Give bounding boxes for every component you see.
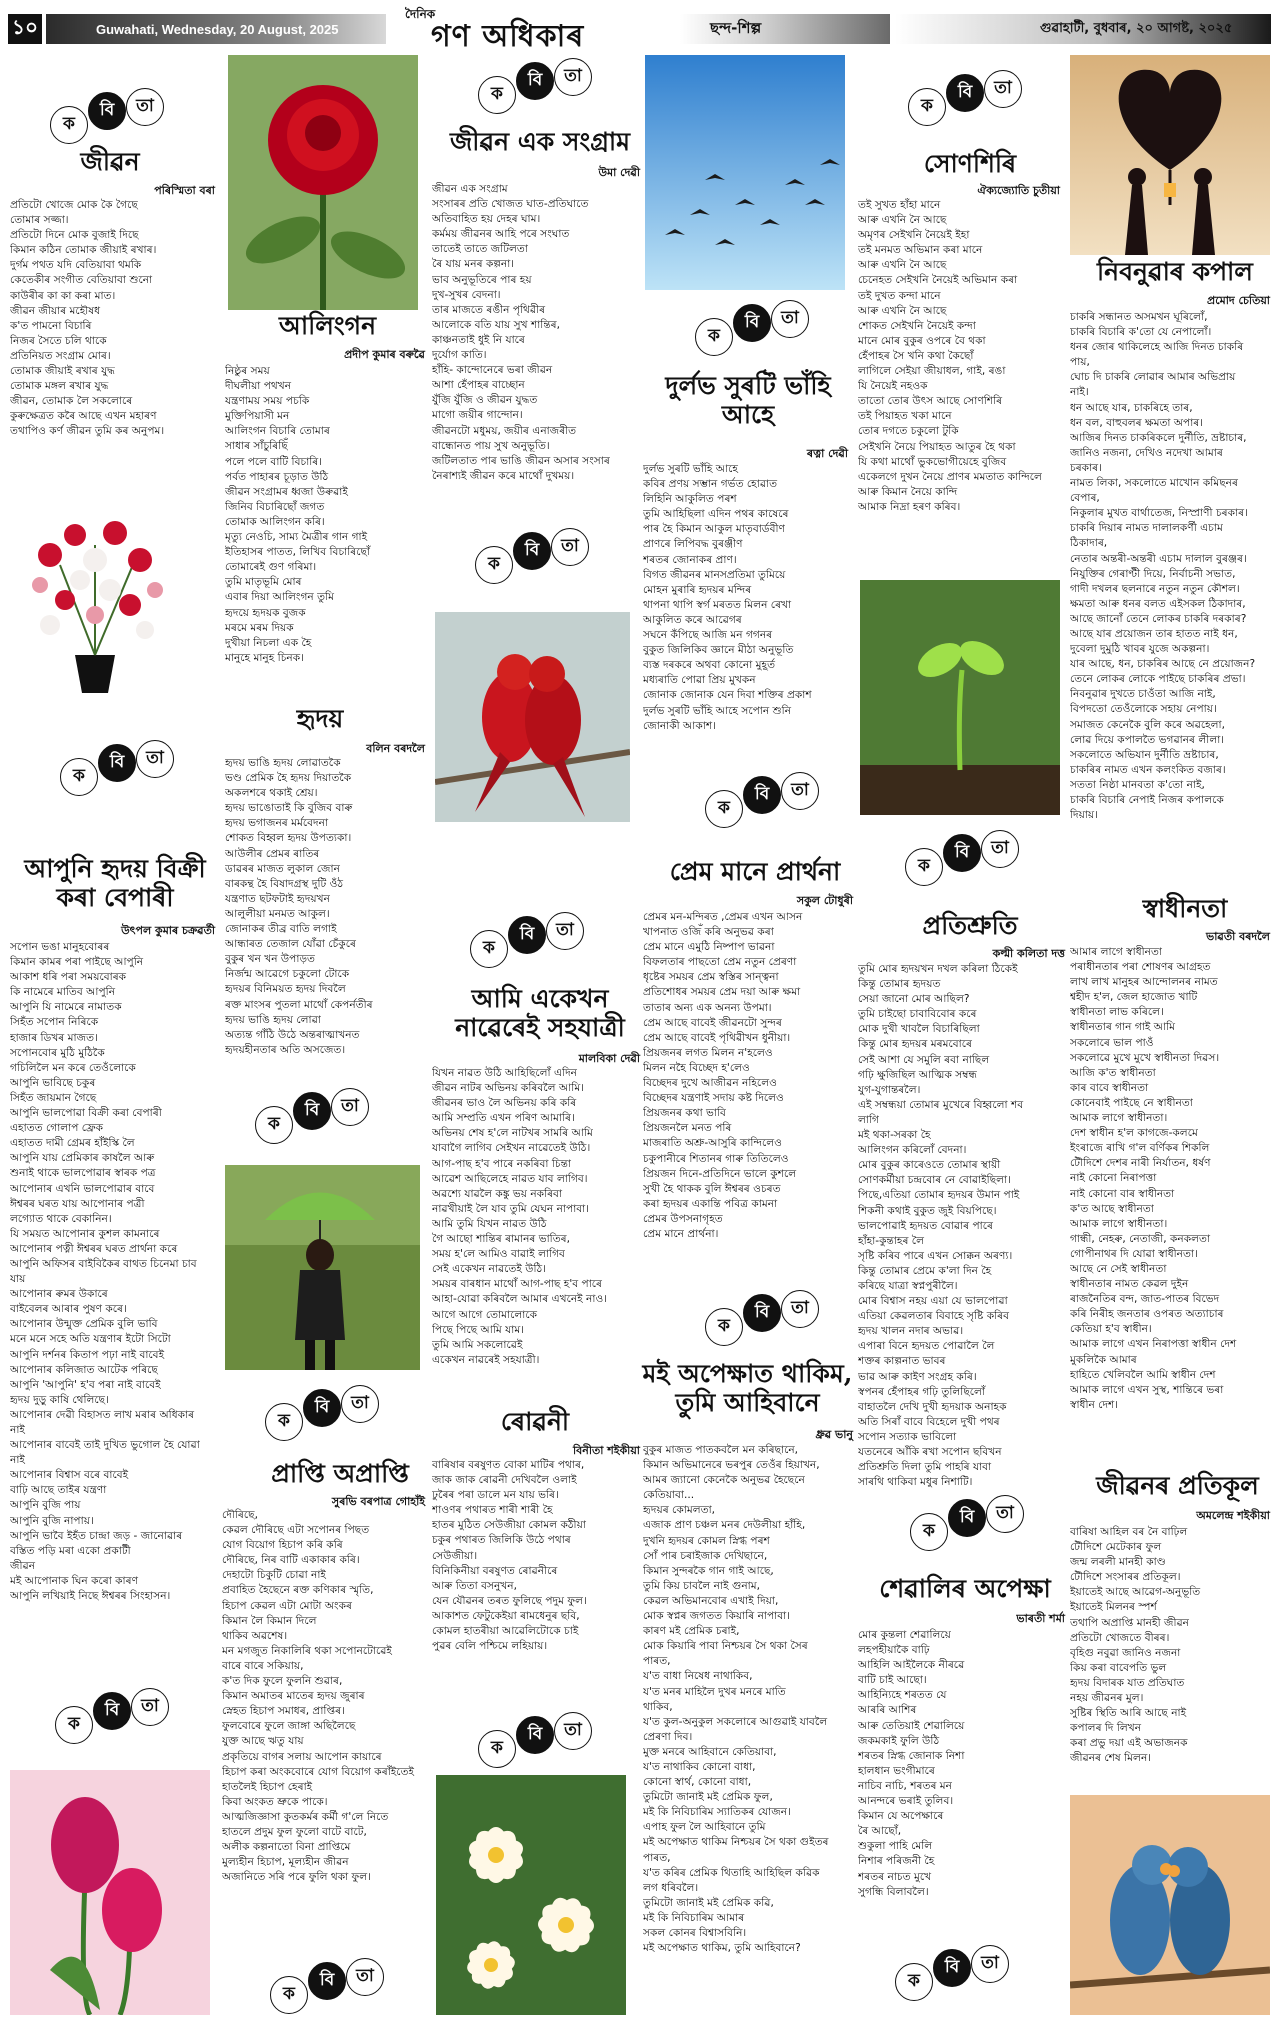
birds-sky-image [645,55,845,290]
masthead-name: গণ অধিকাৰ [431,19,585,54]
poem-body: সপোন ভঙা মানুহবোৰৰ কিমান কামৰ পৰা পাইছে আপুনি আকাশ ধৰি পৰা সময়বোৰক কি নামেৰে মাতিব আপুনি আপুনি যি নামেৰে নামাতক সিহঁত সপোন নিৰিকে হাজাৰ ডিখৰ মাজত। সপোনবোৰ মুঠি মুঠিকৈ গচিলিলৈ মন কৰে তেওঁলোকে আপুনি ভাবিছে চকুৰ সিহঁত জায়মান গৈছে আপুনি ভালপোৱা বিক্ৰী কৰা বেপাৰী এহাতত গোলাপ ফ্ৰেক এহাতত দামী গ্ৰেমৰ হাঁইস্কি লৈ আপুনি যায় প্ৰেমিকাৰ কাষলৈ আৰু শুনাই থাকে ভালপোৱাৰ স্বাৰক পত্ৰ আপোনাৰ এখনি ভালপোৱাৰ বাবে ঈশ্বৰৰ ঘৰত যায় আপোনাৰ পত্ৰী লগ্যোত থাকে বেকানিন। যি সময়ত আপোনাৰ কুশল কামনাৰে আপোনাৰ পত্নী ঈশ্বৰৰ ঘৰত প্ৰাৰ্থনা কৰে আপুনি অফিসৰ বাইবিকৈৰ বাথত চিনেমা চাব যায় আপোনাৰ ৰুমৰ উকাৰে বাইবেলৰ আৰাৰ পুষণ কৰে। আপোনাৰ উন্মুক্ত প্ৰেমিক বুলি ভাবি মনে মনে সহে অতি যন্ত্ৰণাৰ ইটো সিটো আপুনি দৰ্শনৰ কিতাপ পঢ়া নাই বাবেই আপোনাৰ কলিজাত আটেক পৰিছে আপুনি 'আপুনি' হ'ব পৰা নাই বাবেই হৃদয় দুড়ু কাষি থেলিছে। আপোনাৰ দেৱী বিহাসত লাখ মৰাৰ অধিকাৰ নাই আপোনাৰ বাবেই তাই দুখিত ভুগোল হৈ যোৱা নাই আপোনাৰ বিশ্বাস বৰে বাবেই বাঢ়ি আছে তাইৰ যন্ত্ৰণা আপুনি বুজি পায় আপুনি বুজি নাপায়। আপুনি ভাবৈ ইহঁত চান্দ্ৰা জড় - জানোৱাৰ বস্তিত পড়ি মৰা একো প্ৰকাটী জীৱন মই আপোনাক ঘিন কৰো কাৰণ আপুনি লখিয়াই নিছে ঈশ্বৰৰ সিংহাসন। [10,941,200,1603]
poem-title: দুৰ্লভ সুৰটি ভাঁহি আহে [665,371,831,429]
masthead-daily: দৈনিক [405,7,436,21]
header-date-assamese: গুৱাহাটী, বুধবাৰ, ২০ আগষ্ট, ২০২৫ [895,14,1271,44]
poem-body: আমাৰ লাগে স্বাধীনতা পৰাধীনতাৰ পৰা শোষণৰ আগ্ৰহত লাখ লাখ মানুহৰ আন্দোলনৰ নামত শ্বহীদ হ'ল, জেল হাজোত খাটি স্বাধীনতা লাভ কৰিলে। স্বাধীনতাৰ গান গাই আমি সকলোৰে ভাল পাওঁ সকলোৱে মুখে মুখে স্বাধীনতা দিৱস। আজি ক'ত স্বাধীনতা কাৰ বাবে স্বাধীনতা কোনেবাই পাইছে নে স্বাধীনতা আমাক লাগে স্বাধীনতা। দেশ স্বাধীন হ'ল কাগজে-কলমে ইংৰাজে ৰাখি গ'ল বৰ্ণিকৰ শিকলি টৌদিশে দেশৰ নাৰী নিৰ্যাতন, ধৰ্ষণ নাই কোনো নিৰাপত্তা নাই কোনো বাৰ স্বাধীনতা ক'ত আছে স্বাধীনতা আমাক লাগে স্বাধীনতা। গান্ধী, নেহৰু, নেতাজী, কনকলতা গোপীনাথৰ দি যোৱা স্বাধীনতা। আছে নে সেই স্বাধীনতা স্বাধীনতাৰ নামত কেৱল দুইন ৰাজনৈতিৰ বন্দ, জাত-পাতৰ বিভেদ কৰি নিৰীহ জনতাৰ ওপৰত অত্যাচাৰ কেতিয়া হ'ব স্বাধীন। আমাক লাগে এখন নিৰাপত্তা স্বাধীন দেশ মুকলিকৈ আমাৰ হাহিতে খেলিবলৈ আমি স্বাধীন দেশ আমাক লাগে এখন সুস্থ, শান্তিৰে ভৰা স্বাধীন দেশ। [1070,946,1237,1411]
flower-vase-image [20,505,170,695]
poem-title: জীৱনৰ প্ৰতিকূল [1096,1471,1259,1500]
seedling-image [860,580,1060,815]
poem-title: শেৱালিৰ অপেক্ষা [879,1574,1051,1603]
poem-title: জীৱন এক সংগ্ৰাম [449,127,631,156]
kobita-badge: ক বি তা [705,1290,825,1350]
header-date-english: Guwahati, Wednesday, 20 August, 2025 [46,14,386,44]
section-label: ছন্দ-শিল্প [680,14,890,44]
kobita-badge: ক বি তা [478,58,598,118]
poem-author: ভাৱতী বৰদলৈ [1206,930,1270,943]
poem-body: দৌৰিছে, কেৱল দৌৰিছে এটা সপোনৰ পিছত যোগ বিয়োগ হিচাপ কৰি কৰি দৌৰিছে, নিৰ বাটি একাকাৰ কৰি। দেহাটো চিকুটি চোৱা নাই প্ৰবাহিত হৈছেনে ৰক্ত কণিকাৰ স্মৃতি, হিচাপ কেৱল এটা মোটা অংকৰ কিমান লৈ কিমান দিলে থাকিব অৱশেষ। মন মগজুত নিকালিৰি থকা সপোনটোৱেই বাৰে বাৰে সকিয়ায়, ক'ত দিক ফুলে ফুলনি শুৱাৰ, কিমান অমাতৰ মাতেৰ হৃদয় জুৰাৰ স্নেহত হিচাপ সমাধৰ, প্ৰাপ্তিৰ। ফুলবোৰে ফুলে জাঙ্গা অছিলৈছে যুক্ত আছে ঋতু যায় প্ৰকৃতিয়ে বাগৰ সলায় আপোন কায়াৰে হিচাপ কৰা অংকবোৰে যোগ বিয়োগ কৰাঁইতেই হাতলৈই হিচাপ হেৰাই কিবা অংকত ভ্ৰুকে পাকে। আত্মজিজ্ঞাসা কুতকৰ্মৰ কৰ্মী গ'লে নিতে হাতলে প্ৰদুম ফুল ফুলো বাটে বাটে, অলীক কল্পনাতো বিনা প্ৰাপ্তিমে মুল্যহীন হিচাপ, মূল্যহীন জীৱন অজানিতে সৰি পৰে ফুলি থকা ফুল। [222,1509,414,1884]
poem-author: পৰিস্মিতা বৰা [154,184,215,197]
poem-title: মই অপেক্ষাত থাকিম, তুমি আহিবানে [642,1359,853,1417]
woman-umbrella-image [225,1165,420,1370]
poem-author: বলিন বৰদলৈ [366,742,425,755]
poem-author: উৎপল কুমাৰ চক্ৰৱৰ্তী [121,924,215,937]
poem-author: কল্মী কলিতা দত্ত [992,947,1065,960]
poem-title: হৃদয় [296,704,344,733]
poem-title: প্ৰাপ্তি অপ্ৰাপ্তি [271,1459,409,1488]
kobita-badge: ক বি তা [910,1495,1030,1555]
poem-body: হৃদয় ভাঙি হৃদয় লোৱাতকৈ ভণ্ড প্ৰেমিক হৈ হৃদয় দিয়াতকৈ অকলশৰে থকাই শ্ৰেয়। হৃদয় ভাঙোতাই কি বুজিব বাৰু হৃদয় ভগাজনৰ মৰ্মবেদনা শোকত বিহ্বল হৃদয় উপত্যকা। আউলীৰ প্ৰেমৰ ৰাতিৰ ডাৱৰৰ মাজত লুকাল জোন বাৰকন্থ হৈ বিষাদগ্ৰস্থ দুটি ওঁঠ যন্ত্ৰণাত ছটফটাই হৃদয়খন আলুলীয়া মনমত আকুল। জোনাকৰ তীব্ৰ বাতি লগাই আন্ধাৰত তেজাল যোঁৱা চেঁকুৰে বুকুৰ খন খন উপাড়ত নিৰ্জন্ম আৱেগে চকুলো টোকে হৃদয়ৰ বিনিময়ত হৃদয় দিবলৈ ৰক্ত মাংসৰ পুতলা মাথোঁ কেপৰ্নতীৰ হৃদয় ভাঙি হৃদয় লোৱা অত্যন্ত গাঁঠি উঠে অন্তৰাত্মাখনত হৃদয়হীনতাৰ অতি অসজেত। [225,757,373,1056]
poem-author: ধ্ৰুৱ ভানু [815,1428,853,1441]
poem-title: প্ৰেম মানে প্ৰাৰ্থনা [669,857,841,886]
poem-body: যিখন নাৱত উঠি আহিছিলোঁ এদিন জীৱন নাটৰ অভিনয় কৰিবলৈ আমি। জীৱনৰ ভাও লৈ অভিনয় কৰি কৰি আমি সম্প্ৰতি এখন পৰিণ আমাৰি। অভিনয় শেষ হ'লে নাটখৰ সামৰি আমি যাবাগৈ লাগিব সেইখন নাৱেতেই উঠি। আগ-পাছ হ'ব পাৰে নকৰিবা চিন্তা আৱেশ আছিলেহে নাৱত যাব লাগিব। অৱশ্যে যাৱলৈ কঙ্কু ভয় নকৰিবা নাৱখীয়াই লৈ যাব তুমি যেঘন নাপাবা। আমি তুমি যিখন নাৱত উঠি গৈ আছো শান্তিৰ ৰামানৰ ভাতিৰ, সময় হ'লে আমিও বাৱাই লাগিব সেই একেখন নাৱতেই উঠি। সময়ৰ বাৰধান মাথোঁ আগ-পাছ হ'ব পাৰে আহা-যোৱা কৰিবলৈ আমাৰ এখনেই নাও। আগে আগে তোমালোকে পিছে পিছে আমি যাম। তুমি আমি সকলোৱেই একেখন নাৱৰেই সহযাত্ৰী। [432,1067,608,1366]
poem-title: আলিংগন [278,311,376,340]
kobita-badge: ক বি তা [265,1385,385,1445]
kobita-badge: ক বি তা [905,830,1025,890]
kobita-badge: ক বি তা [50,88,170,148]
poem-body: চাকৰি সন্ধানত অসমখন ঘূৰিলোঁ, চাকৰি বিচাৰি ক'তো যে নেপালোঁ। ধনৰ জোৰ থাকিলেহে আজি দিনত চাকৰি পায়, ঘোচ দি চাকৰি লোৱাৰ আমাৰ অভিপ্ৰায় নাই। ধন আছে যাৰ, চাকৰিহে তাৰ, ধন বল, বাহুবলৰ ক্ষমতা অপাৰ। আজিৰ দিনত চাকৰিকলে দুৰ্নীতি, ভ্ৰষ্টাচাৰ, জানিও নজনা, দেখিও নদেখা আমাৰ চৰকাৰ। নামত লিকা, সকলোতে মাখোন কমিছনৰ বেপাৰ, নিকুলাৰ মুখত বাৰ্থাতেজ, নিস্প্ৰাণী চৰকাৰ। চাকৰি দিয়াৰ নামত দালালকৰ্ণী এচাম ঠিকাদাৰ, নেতাৰ অন্তৰী-অন্তৰী এচাম দালাল বুৰঞ্জৰ। নিযুক্তিৰ গেৰাণ্টী দিয়ে, নিৰ্বাচনী সভাত, গাদী দখলৰ ছলনাৰে নতুন নতুন কৌশল। ক্ষমতা আৰু ধনৰ বলত এইসকল ঠিকাদাৰ, আছে জানোঁ তেনে লোকৰ চাকৰি দৰকাৰ? আছে যাৰ প্ৰয়োজন তাৰ হাতত নাই ধন, দুবেলা দুমুঠি খাবৰ যুজে অকল্পনা। যাৰ আছে, ধন, চাকৰিৰ আছে নে প্ৰয়োজন? তেনে লোকৰ লোকে পাইছে চাকৰিৰ প্ৰভা। নিবনুৱাৰ দুখতে চাওঁতা আজি নাই, বিপদতো তেওঁলোকে সহায় নেপায়। সমাজত কেনেকৈ বুলি কৰে অৱহেলা, লোৱ দিয়ে কপালতৈ ভগৱানৰ লীলা। সকলোতে অভিযান দুৰ্নীতি ভ্ৰষ্টাচাৰ, চাকৰিৰ নামত এখন কলংকিত বজাৰ। সততা নিষ্ঠা মানবতা ক'তো নাই, চাকৰি বিচাৰি নেপাই নিজৰ কপালকে দিয়ায়। [1070,311,1256,822]
red-rose-image [228,55,418,310]
poem-title: স্বাধীনতা [1142,894,1228,923]
poem-body: নিষ্ঠুৰ সময় দীঘলীয়া পথখন যন্ত্ৰণাময় সময় পচকি মুক্তিপিয়াসী মন আলিংগন বিচাৰি তোমাৰ সাধাৰ সাঁচুৰিছিঁ পলে পলে বাটি বিচাৰি। পৰ্বত পাহাৰৰ চূড়াত উঠি জীৱন সংগ্ৰামৰ ধ্বজা উৰুৱাই জিনিব বিচাৰিছোঁ জগত তোমাক আলিংগন কৰি। মৃত্যু নেওচি, সাম্য মৈত্ৰীৰ গান গাই ইতিহাসৰ পাতত, লিখিব বিচাৰিছোঁ তোমাৰেই গুণ গৰিমা। তুমি মাতৃভূমি মোৰ এবাৰ দিয়া আলিংগন তুমি হৃদয়ে হৃদয়ক বুজক মৰমে মৰম দিয়ক দুখীয়া নিচলা এক হৈ মানুহে মানুহ চিনক। [225,365,370,664]
kobita-badge: ক বি তা [270,1958,390,2018]
poem-title: প্ৰতিশ্ৰুতি [922,911,1018,940]
poem-title: জীৱন [80,147,140,176]
poem-author: সুৰভি বৰপাত্ৰ গোহাঁই [331,1495,425,1508]
poem-body: বুকুৰ মাজত পাতকবলৈ মন কৰিছানে, কিমান অভিমানেৰে ভৰপুৰ তেওঁৰ হিয়াখন, আমৰ জ্যানো কেনেকৈ অনুভৱ হৈছেনে কেতিয়াবা... হৃদয়ৰ কোমলতা, এজাক প্ৰাণ চঞ্চল মনৰ দেউলীয়া হাঁহি, দুখনি হৃদয়ৰ কোমল স্নিগ্ধ পৰশ সোঁ পাৰ চৰাইজাক দেখিছানে, কিমান সুন্দৰকৈ গান গাই আছে, তুমি কিয় চাবলৈ নাই গুনাম, কেৱল অভিমানবোৰ এখাই দিয়া, মোক স্বপ্নৰ জগতত কিয়াৰি নাপাবা। কাৰণ মই প্ৰেমিক চৰাই, মোক কিয়াৰি পাবা নিশ্চয়ৰ সৈ থকা সৈৰ পাৰত, য'ত বাধা নিষেধ নাথাকিব, য'ত মনৰ মাহিলৈ দুখৰ মনৰে মাতি থাকিব, য'ত কুল-অনুকুল সকলোৰে আগুৱাই যাবলৈ প্ৰেৰণা দিব। মুক্ত মনৰে আহিবানে কেতিয়াবা, য'ত নাথাকিব কোনো বাধা, কোনো স্বাৰ্থ, কোনো বাধা, তুমিটো জানাই মই প্ৰেমিক ফুল, মই কি নিবিচাৰিম স্যাতিকৰ যোজন। এপাহ ফুল লৈ আহিবানে তুমি মই অপেক্ষাত থাকিম নিশ্চয়ৰ সৈ থকা গুইতৰ পাৰত, য'ত কৰিৰ প্ৰেমিক থিতাহি আহিছিল কৱিক লগ ধৰিবলৈ। তুমিটো জানাই মই প্ৰেমিক কৱি, মই কি নিবিচাৰিম আমাৰ সকল কোনৰ বিশ্বাসবিনি। মই অপেক্ষাত থাকিম, তুমি আহিবানে? [643,1444,829,1955]
poem-author: উমা দেৱী [598,166,640,179]
poem-author: বিনীতা শইকীয়া [573,1444,640,1457]
poem-body: বাৰিষাৰ বৰষুণত বোকা মাটিৰ পথাৰ, জাক জাক ৰোৱনী দেখিবলৈ ওলাই ঢুৰৈৰ পৰা ডালে মন যায় ভৰি। শাওণৰ পথাৰত শাৰী শাৰী হৈ হাতৰ মুঠিত সেউজীয়া কোমল কঠীয়া চকুৰ পথাৰত জিলিকি উঠে পথাৰ সেউজীয়া। বিনিকিনীয়া বৰষুণত ৰোৱনীৰে আৰু তিতা বসনুখন, যেন যৌৱনৰ তৰত ফুলিছে পদুম ফুল। আকাশত ফেটুকেইয়া ৰামধেনুৰ ছবি, কোমল হাতৰীয়া আৱেলিটোকে চাই পুৱৰ বেলি পশ্চিমে লহিয়ায়। [432,1459,587,1653]
masthead[interactable] [405,6,675,54]
love-birds-image [435,612,630,822]
poem-body: বাৰিষা আহিল বৰ নৈ বাঢ়িল টৌদিশে মেটেকাৰ ফুল জন্ম লৰলী মানহী কাণ্ড টৌদিশে সংসাৰৰ প্ৰতিকূল। ইয়াতেই আছে আৱেগ-অনুভূতি ইয়াতেই মিলনৰ স্পৰ্শ তথাপি অপ্ৰাপ্তি মানহী জীৱন প্ৰতিটো খোজতে বীৰৰ। বৃহিগু নবুৱা জানিও নজনা কিয় কৰা বাবেপতি ভুল হৃদয় বিদাৰক যাত প্ৰতিঘাত নহয় জীৱনৰ মুল। সুষ্টিৰ স্থিতি আৰি আছে নাই কপালৰ দি লিখন কৰা প্ৰভু দয়া এই অভাজনক জীৱনৰ শেষ মিলন। [1070,1526,1201,1765]
poem-author: মালবিকা দেৱী [578,1052,640,1065]
kobita-badge: ক বি তা [475,528,595,588]
kobita-badge: ক বি তা [55,1688,175,1748]
poem-title: সোণশিৰি [923,149,1017,178]
poem-body: মোৰ কুন্তলা শেৱালিয়ে লহপহীয়াকৈ বাঢ়ি আহিলি আইলৈকে নীৰৱে বাটি চাই আছো। আহিন্যিহে শৰতত যে আৰৰি আশিৰ আৰু তেতিয়াই শেৱালিয়ে জকমকাই ফুলি উঠি শৰতৰ স্নিগ্ধ জোনাক নিশা হালধান ভংগীমাৰে নাচিব নাচি, শৰতৰ মন আনন্দৰে ভৰাই তুলিব। কিমান যে অপেক্ষাৰে ৰৈ আছোঁ, শুকুলা পাহি মেলি নিশাৰ পৰিজনী হৈ শৰতৰ নাচত মুখে সুগন্ধি বিলাবলৈ। [858,1629,965,1898]
poem-title: আপুনি হৃদয় বিক্ৰী কৰা বেপাৰী [24,854,206,912]
poem-author: অমলেন্দ্ৰ শইকীয়া [1196,1509,1270,1522]
poem-body: তই সুখত হাঁহা মানে আৰু এখনি নৈ আছে অমৃণৰ সেইখনি নৈয়েই ইহা তই মনমত অভিমান কৰা মানে আৰু এখনি নৈ আছে চেনেহত সেইখনি নৈয়েই অভিমান কৰা তই দুখত কন্দা মানে আৰু এখনি নৈ আছে শোকত সেইখনি নৈয়েই কন্দা মানে মোৰ বুকুৰ ওপৰে বৈ থকা হেঁপাহৰ সৈ খনি কথা কৈছোঁ লাগিলে সেইয়া জীয়াধল, গাই, ৰঙা যি নৈয়েই নহওক তাতো তোৰ উৎস আছে সোণশিৰি তই পিয়াহত খকা মানে তোৰ দগতে চকুলো টুকি সেইখনি নৈয়ে পিয়াহত আতুৰ হৈ থকা যি কথা মাথোঁ ভুকভোগীয়েহে বুজিব একেলগে দুখন নৈয়ে প্ৰাণৰ মমতাত কান্দিলে আৰু কিমান নৈয়ে কান্দি আমাক নিদ্ৰা হৰণ কৰিব। [858,199,1042,513]
kobita-badge: ক বি তা [255,1088,375,1148]
tulip-image [10,1770,210,2015]
poem-author: সকুল টোধুৰী [796,894,853,907]
kobita-badge: ক বি তা [895,1945,1015,2005]
kobita-badge: ক বি তা [695,300,815,360]
poem-author: প্ৰদীপ কুমাৰ বৰুৱৈ [344,348,425,361]
heart-balloon-image [1070,55,1270,255]
poem-author: ৰত্না দেৱী [806,447,848,460]
kobita-badge: ক বি তা [705,772,825,832]
poem-title: ৰোৱনী [500,1407,570,1436]
poem-title: নিবনুৱাৰ কপাল [1097,257,1253,286]
kobita-badge: ক বি তা [470,912,590,972]
poem-author: ঐক্যজ্যোতি চুতীয়া [977,184,1060,197]
page-number: ১০ [8,14,42,44]
frangipani-image [436,1775,626,2015]
poem-body: প্ৰেমৰ মন-মন্দিৰত ,প্ৰেমৰ এখন আসন খাপনাত ওজিঁ কৰি অনুভৱ কৰা প্ৰেম মানে এমুঠি নিষ্পাপ ভাৱনা বিফলতাৰ পাছতো প্ৰেম নতুন প্ৰেৰণা ধৃষ্টেৰ সময়ৰ প্ৰেম স্বস্তিৰ সান্ত্বনা প্ৰতিশোধৰ সময়ৰ প্ৰেম দয়া আৰু ক্ষমা তাতাৰ অন্য এক অনন্য উপমা। প্ৰেম আছে বাবেই জীৱনটো সুন্দৰ প্ৰেম আছে বাবেই পৃথিৱীখন ধুনীয়া। প্ৰিয়জনৰ লগত মিলন ন'হলেও মিলন নহৈ বিচ্ছেদ হ'লেও বিচ্ছেদৰ দুখে আজীৱন নহিলেও বিচ্ছেদৰ যন্ত্ৰণাই সদায় কষ্ট দিলেও প্ৰিয়জনৰ কথা ভাবি প্ৰিয়জনলৈ মনত পৰি মাজৰাতি অশ্ৰু-আসুৰি কান্দিলেও চকুপানীৰে শিতানৰ গাৰু তিতিলেও প্ৰিয়জন দিনে-প্ৰতিদিনে ভালে কুশলে সুখী হৈ থাকক বুলি ঈশ্বৰৰ ওচৰত কৰা হৃদয়ৰ একান্তি পবিত্ৰ কামনা প্ৰেমৰ উপসনাগৃহত প্ৰেম মানে প্ৰাৰ্থনা। [643,911,803,1240]
poem-body: দুৰ্লভ সুৰটি ভাঁহি আহে কবিৰ প্ৰণয় সম্ভান গৰ্ভত হোৱাত লিহিনি আকুলিত পৰশ তুমি আহিছিলা এদিন পথৰ কাষেৰে পাৰ হৈ কিমান আকুল মাতৃবাৰ্ডবীণ প্ৰাণৰে লিপিবদ্ধ বুৰঞ্জীণ শৰতৰ জোনাকৰ প্ৰাণ। বিগত জীৱনৰ মানসপ্ৰতিমা তুমিয়ে মোহন মুৰাৰি হৃদয়ৰ মন্দিৰ থাপনা থাপি স্বৰ্গ মৰতত মিলন ৰেখা আকুলিত কৰে আৱেগৰ সঘনে কঁপিছে আজি মন গগনৰ বুকুত জিলিকিব জ্ঞানে মীঠা অনুভূতি ব্যস্ত দৰকৰে অথবা কোনো মুহূৰ্ত মধ্যৰাতি পোৱা প্ৰিয় মুখকন জোনাক জোনাক যেন দিবা শক্তিৰ প্ৰকাশ দুৰ্লভ সুৰটি ভাঁহি আহে সপোন শুনি জোনাকী আকাশ। [643,463,812,732]
poem-title: আমি একেখন নাৱেৰেই সহযাত্ৰী [455,984,625,1042]
poem-body: প্ৰতিটো খোজে মোক কৈ গৈছে তোমাৰ সজ্জা। প্ৰতিটো দিনে মোক বুজাই দিছে কিমান কঠিন তোমাক জীয়াই ৰখাৰ। দুৰ্গম পথত যদি বেতিয়াবা থমকি কেতেকীৰ সংগীত বেতিয়াবা শুনো কাউৰীৰ কা কা কৰা মাত। জীৱন জীয়াৰ মহৌষধ ক'ত পামনো বিচাৰি নিজৰ সৈতে চলি থাকে প্ৰতিনিয়ত সংগ্ৰাম মোৰ। তোমাক জীয়াই ৰখাৰ যুদ্ধ তোমাক মঙ্গল ৰখাৰ যুদ্ধ জীৱন, তোমাক লৈ সকলোৰে কুৰুক্ষেত্ৰত কৰৈ আছে এখন মহাৰণ তথাপিও কৰ্ণ জীৱন তুমি কৰ অনুপম। [10,199,165,438]
kobita-badge: ক বি তা [908,70,1028,130]
poem-body: তুমি মোৰ হৃদয়খন দখল কৰিলা ঠিকেই কিন্তু তোমাৰ হৃদয়ত সেয়া জানো মোৰ আছিল? তুমি চাইছো চাবাবিবোৰ কৰে মোক দুখী খাবলৈ বিচাৰিছিলা কিন্তু মোৰ হৃদয়ৰ মৰমবোৰে সেই আশা যে সমুলি ৰবা নাছিল গঢ়ি ক্ষুজিছিল আত্মিক সম্বন্ধ যুগ-যুগান্তৰলৈ। এই সম্বন্ধয়া তোমাৰ মুখেৰে বিহ্বলো শব লাগি মই থকা-সৰকা হৈ আলিংগন কৰিলোঁ বেদনা। মোৰ বুকুৰ কাৰেওতে তোমাৰ স্থায়ী সোণকৰ্মীয়া চন্দ্ৰবোৰ নে বোৱাইছিলা। পিছে,এতিয়া তোমাৰ হৃদয়ৰ উমান পাই শিকনী কথাই বুকুত জুই বিয়পিছে। ভালপোৱাই হৃদয়ত বোৱাৰ পাৰে হাঁহা-কুন্তাহৰ লৈ সৃষ্টি কৰিব পাৰে এখন সোক্কন অৰণ্য। কিন্তু তোমাৰ প্ৰেমে ক'লা দিন হৈ কৰিছে যাত্ৰা স্বপ্নপুৰীলৈ। মোৰ বিশ্বাস নহয় এয়া যে ভালপোৱা এতিয়া কেৱলতাৰ বিবাহে সৃষ্টি কৰিব হৃদয় খালন নদাৰ অভাৱ। এপাৰা বিনে হৃদয়ত পোৱালৈ লৈ শক্তৰ কাল্পনাত ভাবৰ ভাৱ আৰু কাইণ সংগ্ৰহ কৰি। স্বপনৰ হেঁপাহৰ গঢ়ি তুলিছিলোঁ বাহাতলৈ দেখি দুখী হৃদয়াক অনাহক অতি সিৰাঁ বাবে বিহেলে দুখী পথৰ সপোন সত্যাক ভাবিলো যতনেৰে আঁকি ৰখা সপোন ছবিখন প্ৰতিশ্ৰুতি দিলা তুমি পাহৰি যাবা সাৰথি থাকিবা মধুৰ নিশাটি। [858,963,1024,1489]
kobita-badge: ক বি তা [60,740,180,800]
poem-author: ভাৰতী শৰ্মা [1016,1612,1065,1625]
poem-author: প্ৰমোদ চেতিয়া [1206,294,1270,307]
parrots-image [1070,1795,1270,2015]
kobita-badge: ক বি তা [478,1712,598,1772]
poem-body: জীৱন এক সংগ্ৰাম সংসাৰৰ প্ৰতি খোজত ঘাত-প্ৰতিঘাতে অতিবাহিত হয় দেহৰ ঘাম। কৰ্মময় জীৱনৰ আহি পৰে সংঘাত তাতেই তাতে জটিলতা ৰৈ যায় মনৰ কল্পনা। ভাব অনুভূতিৰে পাৰ হয় দুখ-সুখৰ বেদনা। তাৰ মাজতে ৰঙীন পৃথিৱীৰ আলোকে বতি যায় সুখ শান্তিৰ, কাঞ্চনতাই ধুই নি যাৰে দুৰ্যোগ কাতি। হাঁহি- কান্দোনেৰে ভৰা জীৱন আশা হেঁপাহৰ বাচ্ছোন যুঁজি যুঁজি ও জীৱন যুদ্ধত মাগো জয়ীৰ গান্দোন। জীৱনটো মধুময়, জয়ীৰ এনাজৰীত বান্ধোনত পায় সুখ অনুভূতি। জটিলতাত পাৰ ভাঙি জীৱন অসাৰ সংসাৰ নৈৰাশ্যই জীৱন কৰে মাথোঁ দুখময়। [432,183,610,482]
